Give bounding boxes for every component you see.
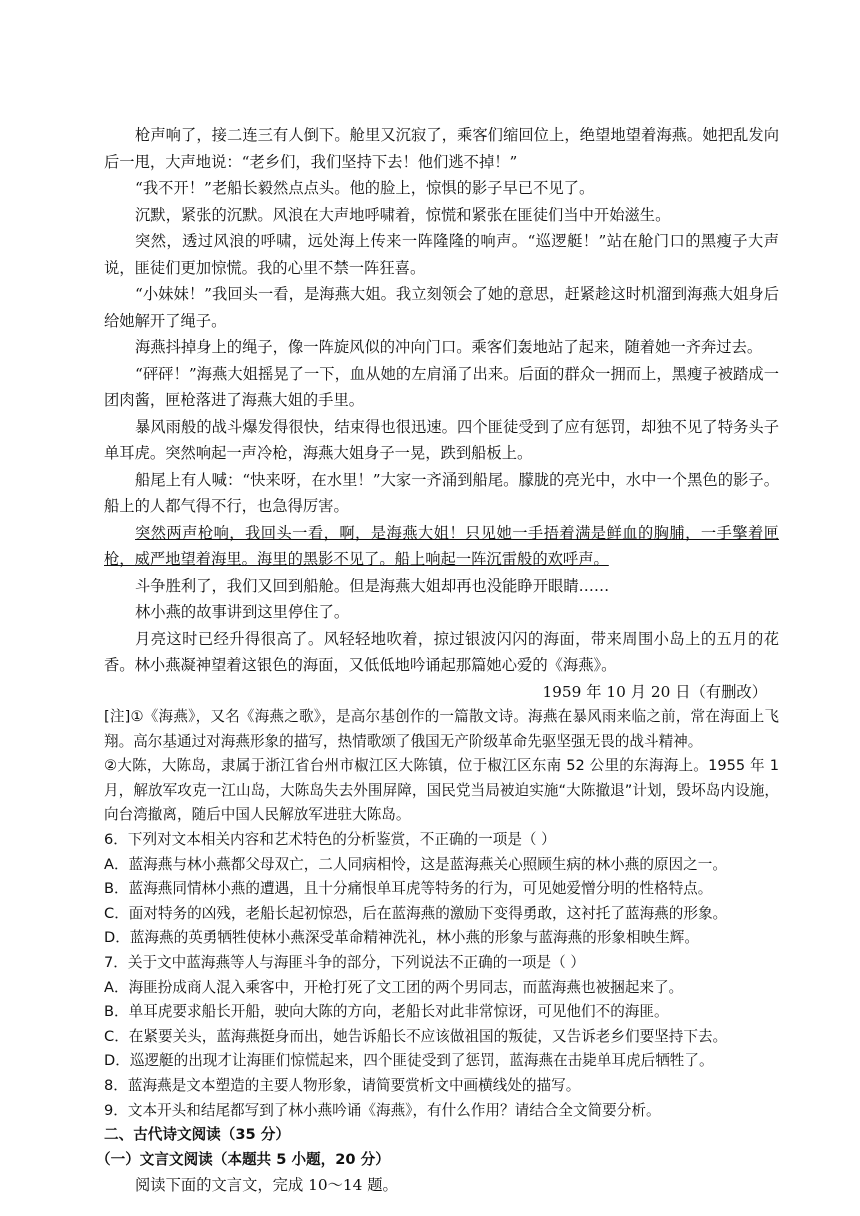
question-7: 7．关于文中蓝海燕等人与海匪斗争的部分，下列说法不正确的一项是（ ） xyxy=(104,953,585,971)
story-paragraph: “小妹妹！”我回头一看，是海燕大姐。我立刻领会了她的意思，赶紧趁这时机溜到海燕大姐身后给她解开了绳子。 xyxy=(104,285,779,330)
story-paragraph: 暴风雨般的战斗爆发得很快，结束得也很迅速。四个匪徒受到了应有惩罚，却独不见了特务头子单耳虎。突然响起一声冷枪，海燕大姐身子一晃，跌到船板上。 xyxy=(104,417,779,462)
story-paragraph: 枪声响了，接二连三有人倒下。舱里又沉寂了，乘客们缩回位上，绝望地望着海燕。她把乱发向后一甩，大声地说：“老乡们，我们坚持下去！他们逃不掉！” xyxy=(104,126,779,171)
question-8: 8．蓝海燕是文本塑造的主要人物形象，请简要赏析文中画横线处的描写。 xyxy=(104,1076,581,1094)
option: B．单耳虎要求船长开船，驶向大陈的方向，老船长对此非常惊讶，可见他们不的海匪。 xyxy=(104,1003,669,1021)
question-9: 9．文本开头和结尾都写到了林小燕吟诵《海燕》，有什么作用？请结合全文简要分析。 xyxy=(104,1101,661,1119)
subsection-title: （一）文言文阅读（本题共 5 小题，20 分） xyxy=(96,1150,390,1168)
question-6: 6．下列对文本相关内容和艺术特色的分析鉴赏，不正确的一项是（ ） xyxy=(104,830,556,848)
option: C．面对特务的凶残，老船长起初惊恐，后在蓝海燕的激励下变得勇敢，这衬托了蓝海燕的形象。 xyxy=(104,904,728,922)
option: A．蓝海燕与林小燕都父母双亡，二人同病相怜，这是蓝海燕关心照顾生病的林小燕的原因之一。 xyxy=(104,855,727,873)
story-paragraph: 突然，透过风浪的呼啸，远处海上传来一阵隆隆的响声。“巡逻艇！”站在舱门口的黑瘦子大声说，匪徒们更加惊慌。我的心里不禁一阵狂喜。 xyxy=(104,232,779,277)
option: D．蓝海燕的英勇牺牲使林小燕深受革命精神洗礼，林小燕的形象与蓝海燕的形象相映生辉。 xyxy=(104,929,699,947)
underlined-paragraph xyxy=(104,520,779,573)
story-paragraph: 月亮这时已经升得很高了。风轻轻地吹着，掠过银波闪闪的海面，带来周围小岛上的五月的花香。林小燕凝神望着这银色的海面，又低低地吟诵起那篇她心爱的《海燕》。 xyxy=(104,629,779,674)
section-title: 二、古代诗文阅读（35 分） xyxy=(104,1126,290,1144)
story-paragraph: 斗争胜利了，我们又回到船舱。但是海燕大姐却再也没能睁开眼睛…… xyxy=(135,576,610,595)
story-paragraph: 林小燕的故事讲到这里停住了。 xyxy=(135,603,350,621)
story-date: 1959 年 10 月 20 日（有删改） xyxy=(542,682,767,701)
story-paragraph: 海燕抖掉身上的绳子，像一阵旋风似的冲向门口。乘客们轰地站了起来，随着她一齐奔过去。 xyxy=(135,338,763,356)
underlined-text: 突然两声枪响，我回头一看，啊，是海燕大姐！只见她一手捂着满是鲜血的胸脯，一手擎着匣枪，威严地望着海里。海里的黑影不见了。船上响起一阵沉雷般的欢呼声。 xyxy=(104,523,779,568)
story-paragraph: “我不开！”老船长毅然点点头。他的脸上，惊惧的影子早已不见了。 xyxy=(135,179,595,197)
option: C．在紧要关头，蓝海燕挺身而出，她告诉船长不应该做祖国的叛徒，又告诉老乡们要坚持下去。 xyxy=(104,1027,728,1045)
option: B．蓝海燕同情林小燕的遭遇，且十分痛恨单耳虎等特务的行为，可见她爱憎分明的性格特点。 xyxy=(104,880,713,898)
option: D．巡逻艇的出现才让海匪们惊慌起来，四个匪徒受到了惩罚，蓝海燕在击毙单耳虎后牺牲了。 xyxy=(104,1052,714,1070)
option: A．海匪扮成商人混入乘客中，开枪打死了文工团的两个男同志，而蓝海燕也被捆起来了。 xyxy=(104,978,684,996)
instruction: 阅读下面的文言文，完成 10～14 题。 xyxy=(135,1176,398,1195)
story-paragraph: 沉默，紧张的沉默。风浪在大声地呼啸着，惊慌和紧张在匪徒们当中开始滋生。 xyxy=(135,205,671,224)
note: [注]①《海燕》，又名《海燕之歌》，是高尔基创作的一篇散文诗。海燕在暴风雨来临之前，常在海面上飞翔。高尔基通过对海燕形象的描写，热情歌颂了俄国无产阶级革命先驱坚强无畏的战斗精神。 xyxy=(104,708,779,750)
note: ②大陈，大陈岛，隶属于浙江省台州市椒江区大陈镇，位于椒江区东南 52 公里的东海海上。1955 年 1 月，解放军攻克一江山岛，大陈岛失去外围屏障，国民党当局被迫实施“大陈撤退”计划，毁坏岛内设施，向台湾撤离，随后中国人民解放军进驻大陈岛。 xyxy=(104,757,779,824)
document-page xyxy=(96,122,779,1199)
story-paragraph: 船尾上有人喊：“快来呀，在水里！”大家一齐涌到船尾。朦胧的亮光中，水中一个黑色的影子。船上的人都气得不行，也急得厉害。 xyxy=(104,470,779,515)
story-paragraph: “砰砰！”海燕大姐摇晃了一下，血从她的左肩涌了出来。后面的群众一拥而上，黑瘦子被踏成一团肉酱，匣枪落进了海燕大姐的手里。 xyxy=(104,364,779,409)
